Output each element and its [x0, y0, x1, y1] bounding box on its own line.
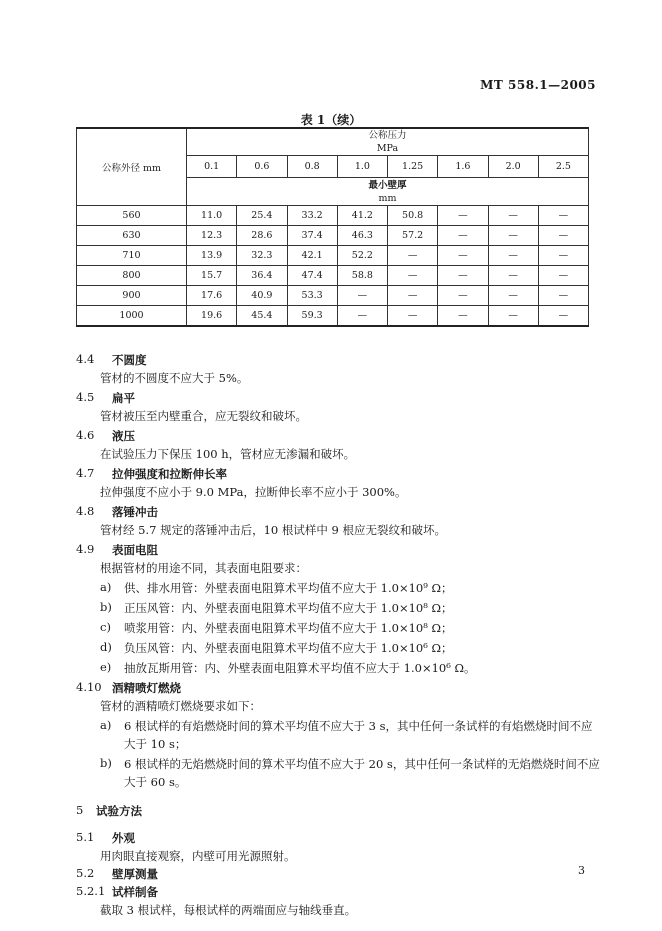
table-cell: —: [488, 266, 538, 286]
section-number: 5.2: [76, 866, 95, 880]
table-cell: 58.8: [337, 266, 387, 286]
table-cell: —: [388, 286, 438, 306]
thickness-unit: mm: [378, 192, 397, 204]
table-cell: 53.3: [287, 286, 337, 306]
section-number: 5.2.1: [76, 884, 106, 898]
list-letter: a): [100, 580, 112, 594]
section-title: 表面电阻: [112, 543, 158, 557]
table-cell: —: [488, 206, 538, 226]
pressure-value: 0.1: [187, 156, 237, 178]
section-number: 5: [76, 803, 84, 817]
paragraph: 拉伸强度不应小于 9.0 MPa，拉断伸长率不应小于 300%。: [100, 485, 407, 499]
pressure-value: 2.0: [488, 156, 538, 178]
table-cell: —: [438, 206, 488, 226]
section-title: 不圆度: [112, 353, 147, 367]
table-cell: 25.4: [237, 206, 287, 226]
paragraph: 管材经 5.7 规定的落锤冲击后，10 根试样中 9 根应无裂纹和破坏。: [100, 523, 447, 537]
paragraph: 在试验压力下保压 100 h，管材应无渗漏和破坏。: [100, 447, 356, 461]
paragraph: 管材被压至内壁重合，应无裂纹和破坏。: [100, 409, 307, 423]
section-title: 液压: [112, 429, 135, 443]
od-cell: 630: [77, 226, 187, 246]
list-letter: a): [100, 718, 112, 732]
table-cell: 59.3: [287, 306, 337, 326]
paragraph: 管材的不圆度不应大于 5%。: [100, 371, 249, 385]
table-cell: 50.8: [388, 206, 438, 226]
list-text: 喷浆用管：内、外壁表面电阻算术平均值不应大于 1.0×10⁸ Ω；: [124, 621, 453, 635]
table-cell: —: [538, 246, 588, 266]
table-row: [77, 246, 589, 266]
table-cell: 52.2: [337, 246, 387, 266]
table-cell: —: [488, 246, 538, 266]
section-title: 酒精喷灯燃烧: [112, 681, 181, 695]
section-number: 4.5: [76, 390, 95, 404]
table-cell: —: [438, 226, 488, 246]
table-cell: 13.9: [187, 246, 237, 266]
section-title: 扁平: [112, 391, 135, 405]
table-cell: —: [488, 286, 538, 306]
table-cell: 11.0: [187, 206, 237, 226]
list-text: 大于 60 s。: [124, 775, 187, 789]
table-cell: —: [337, 306, 387, 326]
list-text: 供、排水用管：外壁表面电阻算术平均值不应大于 1.0×10⁹ Ω；: [124, 581, 453, 595]
list-letter: c): [100, 620, 111, 634]
table-cell: —: [438, 286, 488, 306]
od-cell: 1000: [77, 306, 187, 326]
table-cell: 47.4: [287, 266, 337, 286]
od-cell: 900: [77, 286, 187, 306]
section-title: 试样制备: [112, 885, 158, 899]
standard-code: MT 558.1—2005: [480, 78, 596, 92]
paragraph: 用肉眼直接观察，内壁可用光源照射。: [100, 849, 296, 863]
list-text: 6 根试样的有焰燃烧时间的算术平均值不应大于 3 s，其中任何一条试样的有焰燃烧时间不应: [124, 719, 593, 733]
table-cell: —: [438, 246, 488, 266]
table-cell: —: [337, 286, 387, 306]
table-cell: 15.7: [187, 266, 237, 286]
od-cell: 800: [77, 266, 187, 286]
list-letter: b): [100, 756, 112, 770]
section-title: 落锤冲击: [112, 505, 158, 519]
table-cell: 40.9: [237, 286, 287, 306]
table-cell: —: [538, 306, 588, 326]
section-number: 4.6: [76, 428, 95, 442]
table-cell: —: [488, 226, 538, 246]
od-cell: 710: [77, 246, 187, 266]
paragraph: 截取 3 根试样，每根试样的两端面应与轴线垂直。: [100, 903, 357, 917]
nominal-od-header: 公称外径 mm: [77, 128, 187, 206]
section-number: 4.10: [76, 680, 102, 694]
list-text: 抽放瓦斯用管：内、外壁表面电阻算术平均值不应大于 1.0×10⁶ Ω。: [124, 661, 476, 675]
thickness-label: 最小壁厚: [368, 179, 407, 191]
table-cell: 28.6: [237, 226, 287, 246]
section-title: 壁厚测量: [112, 867, 158, 881]
table-row: [77, 306, 589, 326]
table-cell: —: [538, 286, 588, 306]
section-number: 4.7: [76, 466, 95, 480]
table-cell: —: [388, 246, 438, 266]
table-cell: 33.2: [287, 206, 337, 226]
pressure-value: 2.5: [538, 156, 588, 178]
list-text: 正压风管：内、外壁表面电阻算术平均值不应大于 1.0×10⁸ Ω；: [124, 601, 453, 615]
table-row: [77, 266, 589, 286]
table-row: [77, 286, 589, 306]
table-cell: 12.3: [187, 226, 237, 246]
section-number: 4.9: [76, 542, 95, 556]
list-letter: b): [100, 600, 112, 614]
pressure-label: 公称压力: [368, 130, 407, 141]
paragraph: 根据管材的用途不同，其表面电阻要求：: [100, 561, 307, 575]
table-cell: 46.3: [337, 226, 387, 246]
list-letter: d): [100, 640, 112, 654]
pressure-unit: MPa: [376, 143, 399, 154]
table-cell: 41.2: [337, 206, 387, 226]
pressure-value: 0.8: [287, 156, 337, 178]
table-cell: —: [388, 306, 438, 326]
pressure-value: 1.0: [337, 156, 387, 178]
list-text: 6 根试样的无焰燃烧时间的算术平均值不应大于 20 s，其中任何一条试样的无焰燃烧时间不应: [124, 757, 600, 771]
section-title: 试验方法: [96, 804, 142, 818]
table-row: [77, 206, 589, 226]
section-title: 外观: [112, 831, 135, 845]
table-cell: 42.1: [287, 246, 337, 266]
table-row: [77, 226, 589, 246]
table-cell: —: [538, 226, 588, 246]
table-cell: 19.6: [187, 306, 237, 326]
table-cell: —: [538, 266, 588, 286]
page-number: 3: [578, 864, 585, 877]
thickness-header: [187, 178, 589, 206]
table-cell: 17.6: [187, 286, 237, 306]
paragraph: 管材的酒精喷灯燃烧要求如下：: [100, 699, 261, 713]
table-cell: 36.4: [237, 266, 287, 286]
table-cell: —: [438, 266, 488, 286]
table-cell: 37.4: [287, 226, 337, 246]
list-text: 负压风管：内、外壁表面电阻算术平均值不应大于 1.0×10⁶ Ω；: [124, 641, 453, 655]
list-text: 大于 10 s；: [124, 737, 187, 751]
section-number: 4.8: [76, 504, 95, 518]
section-number: 5.1: [76, 830, 95, 844]
section-title: 拉伸强度和拉断伸长率: [112, 467, 227, 481]
table-cell: 57.2: [388, 226, 438, 246]
pressure-value: 1.25: [388, 156, 438, 178]
table-cell: —: [388, 266, 438, 286]
pressure-header: [187, 128, 589, 156]
table-cell: —: [538, 206, 588, 226]
table-cell: —: [438, 306, 488, 326]
table-cell: 45.4: [237, 306, 287, 326]
section-number: 4.4: [76, 352, 95, 366]
od-cell: 560: [77, 206, 187, 226]
table-cell: —: [488, 306, 538, 326]
wall-thickness-table: [76, 127, 589, 327]
pressure-value: 1.6: [438, 156, 488, 178]
table-cell: 32.3: [237, 246, 287, 266]
pressure-value: 0.6: [237, 156, 287, 178]
table-caption: 表 1（续）: [300, 113, 362, 127]
list-letter: e): [100, 660, 112, 674]
